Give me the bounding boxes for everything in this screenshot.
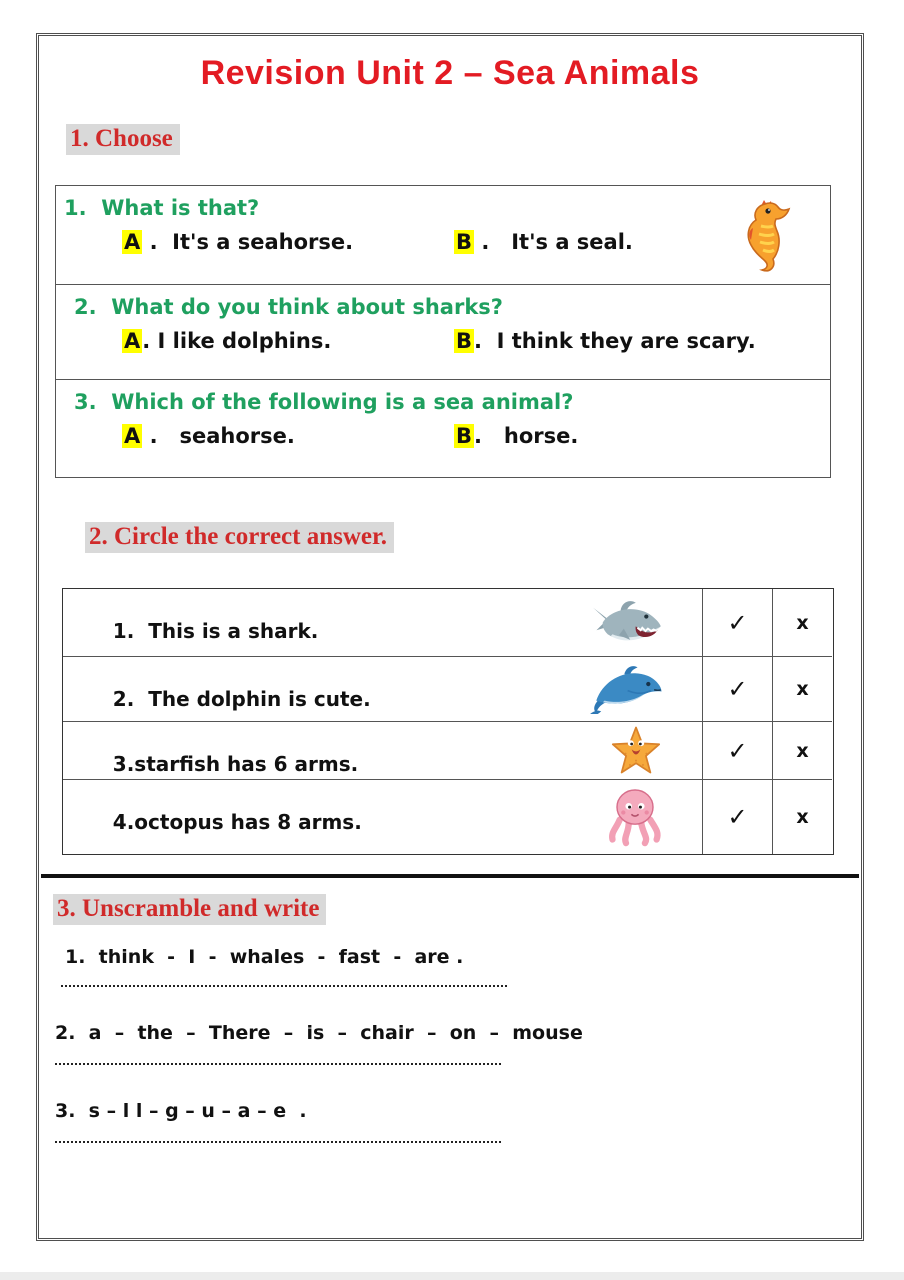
option-b-text: . I think they are scary.: [474, 329, 756, 353]
option-a-letter[interactable]: A: [124, 424, 141, 448]
section-1-heading: 1. Choose: [66, 124, 180, 155]
option-a-text: . It's a seahorse.: [142, 230, 354, 254]
worksheet-page: [36, 33, 864, 1241]
option-b-text: . horse.: [474, 424, 579, 448]
option-a-text: . seahorse.: [142, 424, 295, 448]
option-a-letter[interactable]: A: [124, 230, 141, 254]
answer-line-1[interactable]: [61, 984, 507, 987]
option-b[interactable]: [454, 230, 633, 254]
option-a[interactable]: [122, 424, 454, 448]
statement-text: 3.starfish has 6 arms.: [112, 752, 359, 776]
page-title: Revision Unit 2 – Sea Animals: [200, 54, 700, 92]
cross-mark-row-1[interactable]: x: [773, 589, 832, 657]
choose-question-3: [56, 380, 830, 477]
seahorse-image: [738, 198, 796, 274]
option-b[interactable]: [454, 424, 578, 448]
option-b-text: . It's a seal.: [474, 230, 633, 254]
statement-row-3: [63, 722, 703, 780]
statement-text: 1. This is a shark.: [112, 619, 319, 643]
unscramble-item-2: 2. a – the – There – is – chair – on – mouse: [55, 1022, 583, 1044]
unscramble-item-3: 3. s – l l – g – u – a – e .: [55, 1100, 307, 1122]
option-b[interactable]: [454, 329, 756, 353]
statement-text: 2. The dolphin is cute.: [112, 687, 371, 711]
octopus-image: [608, 739, 664, 895]
unscramble-item-1: 1. think - I - whales - fast - are .: [65, 946, 464, 968]
question-text: 1. What is that?: [64, 196, 260, 220]
question-text: 3. Which of the following is a sea animal?: [74, 390, 574, 414]
cross-mark-row-3[interactable]: x: [773, 722, 832, 780]
answer-line-2[interactable]: [55, 1062, 501, 1065]
choose-table: [55, 185, 831, 478]
option-a[interactable]: [122, 230, 454, 254]
choose-question-1: [56, 186, 830, 285]
statement-text: 4.octopus has 8 arms.: [112, 810, 362, 834]
check-mark-row-3[interactable]: ✓: [703, 722, 773, 780]
statement-row-4: [63, 780, 703, 854]
check-mark-row-4[interactable]: ✓: [703, 780, 773, 854]
cross-mark-row-2[interactable]: x: [773, 657, 832, 722]
option-b-letter[interactable]: B: [456, 230, 473, 254]
question-text: 2. What do you think about sharks?: [74, 295, 503, 319]
section-2-heading: 2. Circle the correct answer.: [85, 522, 394, 553]
statement-row-2: [63, 657, 703, 722]
bottom-strip: [0, 1272, 904, 1280]
option-b-letter[interactable]: B: [456, 424, 473, 448]
section-divider: [41, 874, 859, 878]
answer-line-3[interactable]: [55, 1140, 501, 1143]
choose-question-2: [56, 285, 830, 380]
cross-mark-row-4[interactable]: x: [796, 806, 809, 828]
option-a[interactable]: [122, 329, 454, 353]
check-mark-row-2[interactable]: ✓: [703, 657, 773, 722]
option-a-letter[interactable]: A: [124, 329, 141, 353]
option-a-text: . I like dolphins.: [142, 329, 332, 353]
option-b-letter[interactable]: B: [456, 329, 473, 353]
check-mark-row-1[interactable]: ✓: [703, 589, 773, 657]
section-3-heading: 3. Unscramble and write: [53, 894, 326, 925]
circle-answer-table: [62, 588, 834, 855]
